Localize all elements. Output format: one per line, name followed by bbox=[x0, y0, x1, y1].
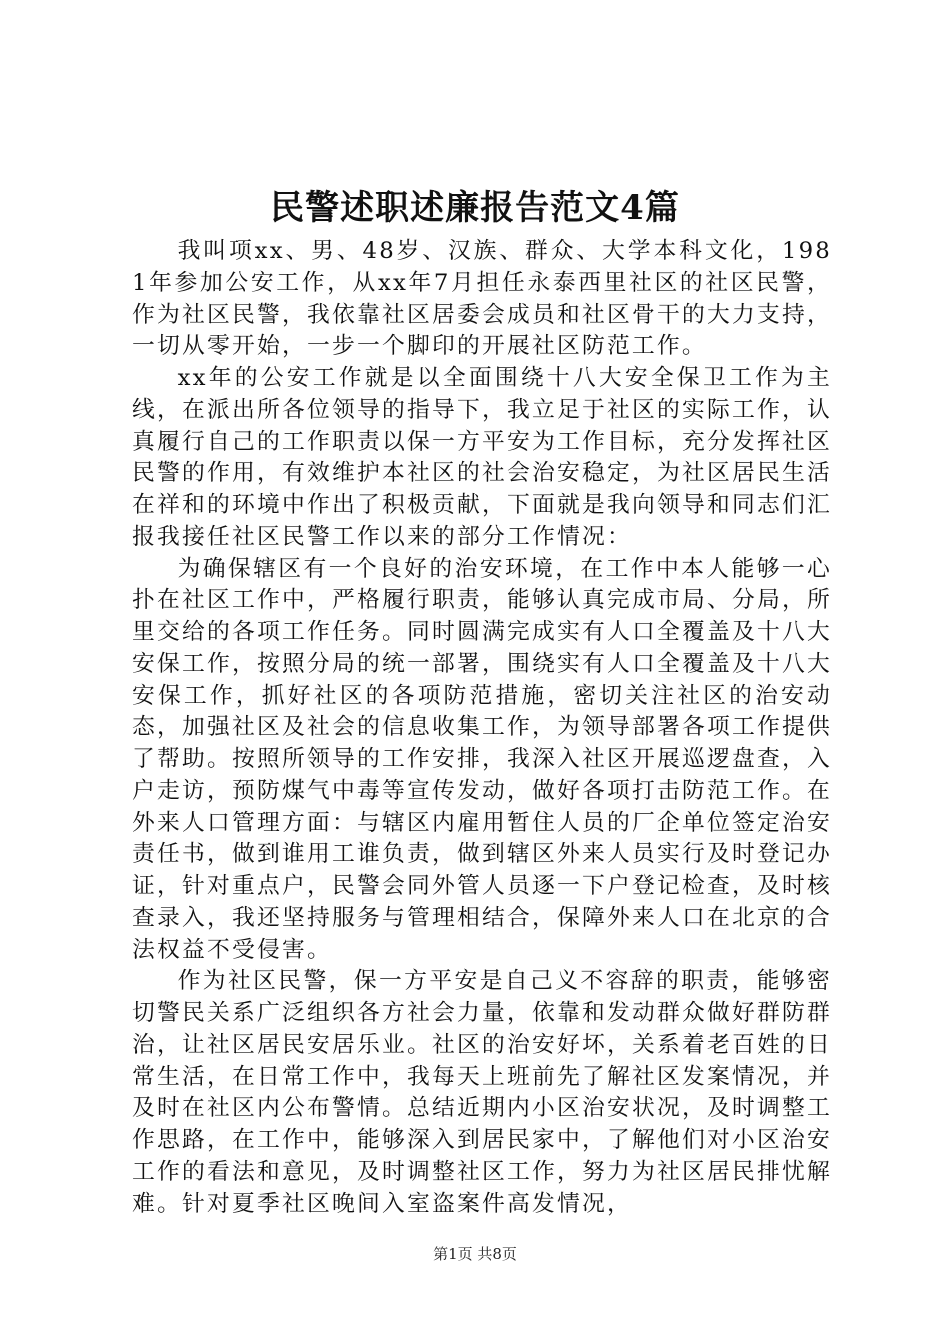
paragraph: xx年的公安工作就是以全面围绕十八大安全保卫工作为主线，在派出所各位领导的指导下，我立足于社区的实际工作，认真履行自己的工作职责以保一方平安为工作目标，充分发挥社区民警的作用，有效维护本社区的社会治安稳定，为社区居民生活在祥和的环境中作出了积极贡献，下面就是我向领导和同志们汇报我接任社区民警工作以来的部分工作情况： bbox=[132, 365, 832, 550]
document-title: 民警述职述廉报告范文4篇 bbox=[270, 188, 680, 228]
paragraph: 我叫项xx、男、48岁、汉族、群众、大学本科文化，1981年参加公安工作，从xx年7月担任永泰西里社区的社区民警，作为社区民警，我依靠社区居委会成员和社区骨干的大力支持，一切从零开始，一步一个脚印的开展社区防范工作。 bbox=[132, 238, 832, 360]
paragraph: 为确保辖区有一个良好的治安环境，在工作中本人能够一心扑在社区工作中，严格履行职责，能够认真完成市局、分局，所里交给的各项工作任务。同时圆满完成实有人口全覆盖及十八大安保工作，按照分局的统一部署，围绕实有人口全覆盖及十八大安保工作，抓好社区的各项防范措施，密切关注社区的治安动态，加强社区及社会的信息收集工作，为领导部署各项工作提供了帮助。按照所领导的工作安排，我深入社区开展巡逻盘查，入户走访，预防煤气中毒等宣传发动，做好各项打击防范工作。在外来人口管理方面：与辖区内雇用暂住人员的厂企单位签定治安责任书，做到谁用工谁负责，做到辖区外来人员实行及时登记办证，针对重点户，民警会同外管人员逐一下户登记检查，及时核查录入，我还坚持服务与管理相结合，保障外来人口在北京的合法权益不受侵害。 bbox=[132, 555, 832, 963]
document-body bbox=[132, 236, 832, 1220]
paragraph: 作为社区民警，保一方平安是自己义不容辞的职责，能够密切警民关系广泛组织各方社会力量，依靠和发动群众做好群防群治，让社区居民安居乐业。社区的治安好坏，关系着老百姓的日常生活，在日常工作中，我每天上班前先了解社区发案情况，并及时在社区内公布警情。总结近期内小区治安状况，及时调整工作思路，在工作中，能够深入到居民家中，了解他们对小区治安工作的看法和意见，及时调整社区工作，努力为社区居民排忧解难。针对夏季社区晚间入室盗案件高发情况， bbox=[132, 968, 832, 1217]
page-footer: 第1页 共8页 bbox=[433, 1245, 517, 1263]
